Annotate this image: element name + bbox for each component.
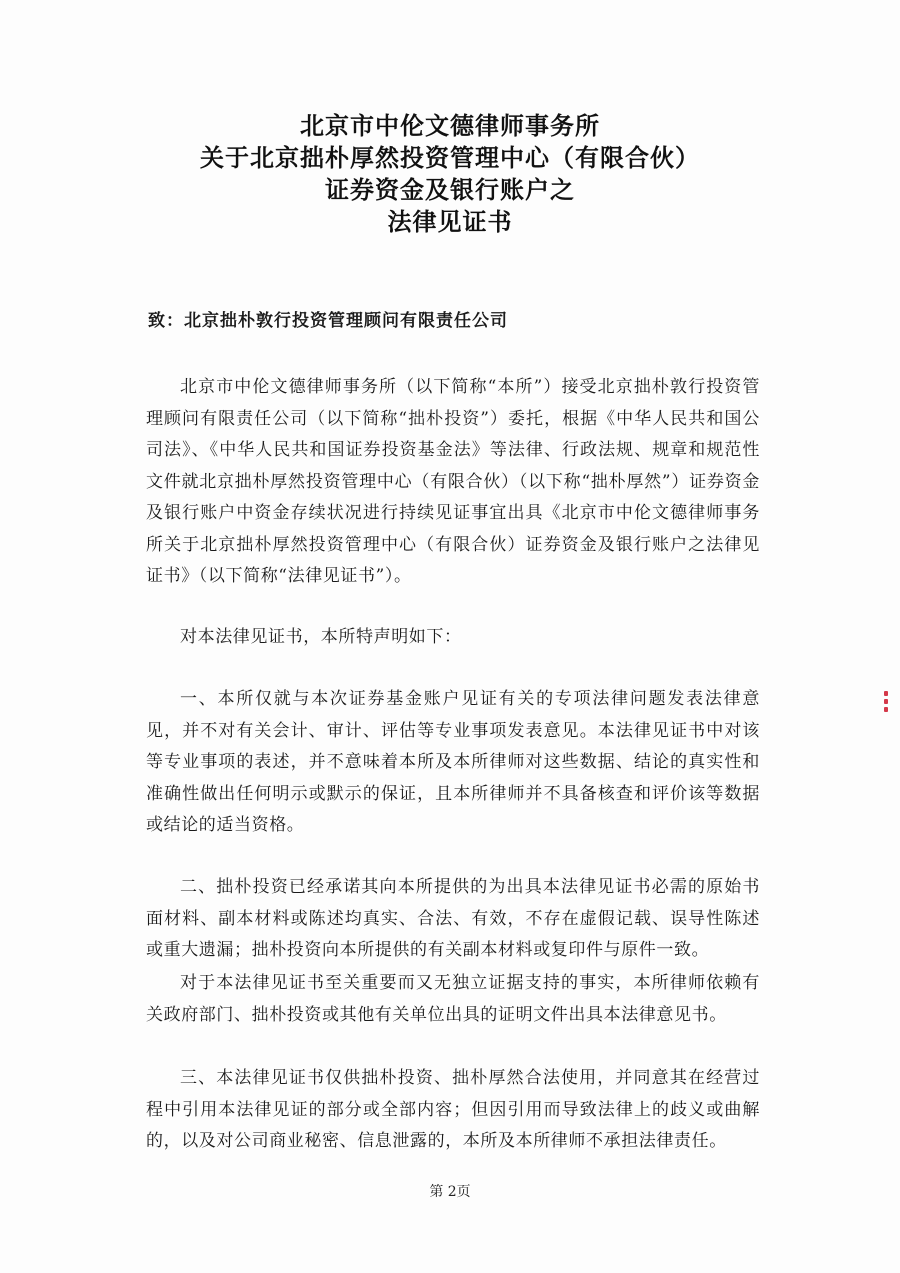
- seal-fragment: [884, 707, 888, 712]
- declaration-item-one: 一、本所仅就与本次证券基金账户见证有关的专项法律问题发表法律意见，并不对有关会计、审计、评估等专业事项发表意见。本法律见证书中对该等专业事项的表述，并不意味着本所及本所律师对这些数据、结论的真实性和准确性做出任何明示或默示的保证，且本所律师并不具备核查和评价该等数据或结论的适当资格。: [146, 689, 760, 835]
- document-title: [0, 110, 900, 238]
- declaration-item-two-supplement: 对于本法律见证书至关重要而又无独立证据支持的事实，本所律师依赖有关政府部门、拙朴投资或其他有关单位出具的证明文件出具本法律意见书。: [146, 973, 760, 1025]
- title-line-firm: 北京市中伦文德律师事务所: [300, 112, 600, 140]
- seal-fragment: [884, 691, 888, 696]
- declaration-item-three: 三、本法律见证书仅供拙朴投资、拙朴厚然合法使用，并同意其在经营过程中引用本法律见证的部分或全部内容；但因引用而导致法律上的歧义或曲解的，以及对公司商业秘密、信息泄露的，本所及本所律师不承担法律责任。: [146, 1068, 760, 1151]
- title-line-subject: 关于北京拙朴厚然投资管理中心（有限合伙）: [200, 144, 700, 172]
- title-line-accounts: 证券资金及银行账户之: [325, 176, 575, 204]
- seal-edge-mark: [884, 688, 890, 724]
- addressee-line: 致：北京拙朴敦行投资管理顾问有限责任公司: [148, 311, 508, 331]
- statement-intro-paragraph: 对本法律见证书，本所特声明如下：: [180, 627, 462, 647]
- page-number: 第 2页: [429, 1184, 471, 1200]
- title-line-doctype: 法律见证书: [387, 208, 513, 236]
- intro-paragraph: 北京市中伦文德律师事务所（以下简称“本所”）接受北京拙朴敦行投资管理顾问有限责任公司（以下简称“拙朴投资”）委托，根据《中华人民共和国公司法》、《中华人民共和国证券投资基金法》等法律、行政法规、规章和规范性文件就北京拙朴厚然投资管理中心（有限合伙）（以下称“拙朴厚然”）证券资金及银行账户中资金存续状况进行持续见证事宜出具《北京市中伦文德律师事务所关于北京拙朴厚然投资管理中心（有限合伙）证券资金及银行账户之法律见证书》（以下简称“法律见证书”）。: [146, 377, 760, 586]
- seal-fragment: [884, 699, 888, 704]
- declaration-item-two: 二、拙朴投资已经承诺其向本所提供的为出具本法律见证书必需的原始书面材料、副本材料或陈述均真实、合法、有效，不存在虚假记载、误导性陈述或重大遗漏；拙朴投资向本所提供的有关副本材料或复印件与原件一致。: [146, 877, 760, 960]
